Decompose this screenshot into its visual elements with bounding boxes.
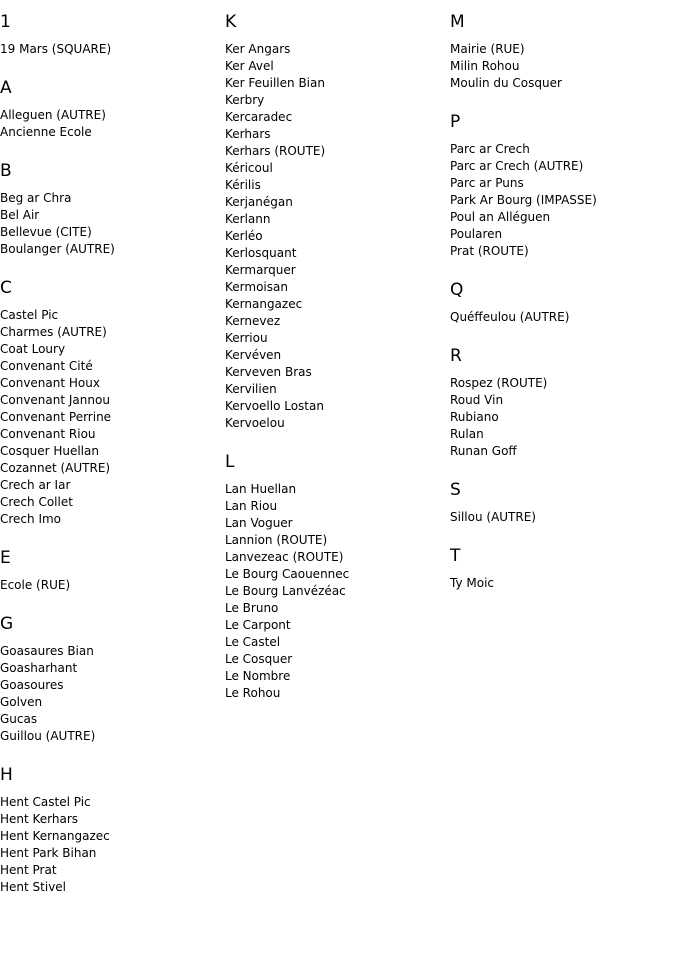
street-link[interactable]: Kervéven bbox=[225, 348, 282, 362]
street-link[interactable]: Park Ar Bourg (IMPASSE) bbox=[450, 193, 597, 207]
street-link[interactable]: Lan Voguer bbox=[225, 516, 293, 530]
street-link[interactable]: 19 Mars (SQUARE) bbox=[0, 42, 112, 56]
letter-group bbox=[450, 11, 670, 92]
street-link[interactable]: Hent Kernangazec bbox=[0, 829, 110, 843]
street-link[interactable]: Le Castel bbox=[225, 635, 281, 649]
street-link[interactable]: Kervoelou bbox=[225, 416, 285, 430]
street-link[interactable]: Alleguen (AUTRE) bbox=[0, 108, 106, 122]
street-link[interactable]: Kerveven Bras bbox=[225, 365, 312, 379]
street-list bbox=[0, 41, 220, 58]
street-link[interactable]: Guillou (AUTRE) bbox=[0, 729, 96, 743]
street-link[interactable]: Goasoures bbox=[0, 678, 64, 692]
street-list bbox=[450, 41, 670, 92]
street-list bbox=[0, 577, 220, 594]
street-link[interactable]: Convenant Houx bbox=[0, 376, 100, 390]
street-link[interactable]: Lan Huellan bbox=[225, 482, 297, 496]
street-link[interactable]: Charmes (AUTRE) bbox=[0, 325, 107, 339]
street-list bbox=[0, 107, 220, 141]
street-link[interactable]: Cosquer Huellan bbox=[0, 444, 99, 458]
street-list bbox=[225, 41, 445, 432]
street-link[interactable]: Kermoisan bbox=[225, 280, 288, 294]
street-link[interactable]: Convenant Cité bbox=[0, 359, 93, 373]
street-link[interactable]: Parc ar Crech bbox=[450, 142, 530, 156]
letter-heading: S bbox=[450, 480, 461, 500]
street-link[interactable]: Rubiano bbox=[450, 410, 499, 424]
street-link[interactable]: Cozannet (AUTRE) bbox=[0, 461, 111, 475]
street-link[interactable]: Quéffeulou (AUTRE) bbox=[450, 310, 570, 324]
letter-heading: C bbox=[0, 278, 12, 298]
street-link[interactable]: Parc ar Puns bbox=[450, 176, 524, 190]
street-link[interactable]: Kéricoul bbox=[225, 161, 273, 175]
letter-heading: P bbox=[450, 112, 461, 132]
street-link[interactable]: Kerlosquant bbox=[225, 246, 297, 260]
letter-heading: B bbox=[0, 161, 12, 181]
street-link[interactable]: Hent Kerhars bbox=[0, 812, 79, 826]
street-link[interactable]: Golven bbox=[0, 695, 43, 709]
street-link[interactable]: Ancienne Ecole bbox=[0, 125, 92, 139]
street-link[interactable]: Convenant Jannou bbox=[0, 393, 110, 407]
street-link[interactable]: Gucas bbox=[0, 712, 38, 726]
street-link[interactable]: Kernevez bbox=[225, 314, 281, 328]
street-link[interactable]: Le Bruno bbox=[225, 601, 279, 615]
letter-group bbox=[0, 77, 220, 141]
letter-heading: L bbox=[225, 452, 235, 472]
letter-heading: 1 bbox=[0, 12, 11, 32]
street-link[interactable]: Castel Pic bbox=[0, 308, 59, 322]
street-link[interactable]: Ker Avel bbox=[225, 59, 274, 73]
letter-group bbox=[0, 277, 220, 528]
street-index-column-2 bbox=[225, 11, 445, 721]
street-link[interactable]: Kérilis bbox=[225, 178, 261, 192]
street-link[interactable]: Bellevue (CITE) bbox=[0, 225, 92, 239]
street-link[interactable]: Ecole (RUE) bbox=[0, 578, 71, 592]
street-link[interactable]: Le Rohou bbox=[225, 686, 281, 700]
letter-group bbox=[225, 11, 445, 432]
street-link[interactable]: Hent Park Bihan bbox=[0, 846, 97, 860]
street-link[interactable]: Ty Moic bbox=[450, 576, 495, 590]
street-link[interactable]: Le Cosquer bbox=[225, 652, 293, 666]
letter-heading: Q bbox=[450, 280, 464, 300]
street-link[interactable]: Milin Rohou bbox=[450, 59, 520, 73]
letter-group bbox=[450, 479, 670, 526]
street-link[interactable]: Ker Feuillen Bian bbox=[225, 76, 325, 90]
street-link[interactable]: Kerbry bbox=[225, 93, 265, 107]
street-link[interactable]: Crech Collet bbox=[0, 495, 73, 509]
letter-group bbox=[450, 345, 670, 460]
letter-heading: G bbox=[0, 614, 14, 634]
street-link[interactable]: Beg ar Chra bbox=[0, 191, 72, 205]
street-index-column-1 bbox=[0, 11, 220, 915]
street-link[interactable]: Kerléo bbox=[225, 229, 263, 243]
street-link[interactable]: Boulanger (AUTRE) bbox=[0, 242, 115, 256]
street-link[interactable]: Hent Prat bbox=[0, 863, 57, 877]
street-link[interactable]: Crech Imo bbox=[0, 512, 62, 526]
street-link[interactable]: Parc ar Crech (AUTRE) bbox=[450, 159, 584, 173]
street-link[interactable]: Lan Riou bbox=[225, 499, 278, 513]
street-link[interactable]: Bel Air bbox=[0, 208, 40, 222]
street-link[interactable]: Kermarquer bbox=[225, 263, 296, 277]
street-link[interactable]: Goasharhant bbox=[0, 661, 78, 675]
street-link[interactable]: Lannion (ROUTE) bbox=[225, 533, 328, 547]
letter-heading: E bbox=[0, 548, 11, 568]
street-link[interactable]: Le Carpont bbox=[225, 618, 291, 632]
street-link[interactable]: Hent Stivel bbox=[0, 880, 67, 894]
street-list bbox=[450, 309, 670, 326]
letter-heading: H bbox=[0, 765, 13, 785]
street-index-column-3 bbox=[450, 11, 670, 611]
letter-heading: M bbox=[450, 12, 465, 32]
letter-heading: K bbox=[225, 12, 237, 32]
street-link[interactable]: Goasaures Bian bbox=[0, 644, 94, 658]
letter-group bbox=[0, 160, 220, 258]
letter-heading: R bbox=[450, 346, 462, 366]
street-link[interactable]: Convenant Riou bbox=[0, 427, 96, 441]
street-link[interactable]: Lanvezeac (ROUTE) bbox=[225, 550, 344, 564]
letter-group bbox=[450, 545, 670, 592]
street-link[interactable]: Kerjanégan bbox=[225, 195, 293, 209]
street-list bbox=[450, 141, 670, 260]
street-link[interactable]: Kervilien bbox=[225, 382, 277, 396]
street-list bbox=[0, 190, 220, 258]
street-link[interactable]: Le Nombre bbox=[225, 669, 291, 683]
letter-group bbox=[225, 451, 445, 702]
street-list bbox=[0, 643, 220, 745]
letter-group bbox=[0, 613, 220, 745]
letter-group bbox=[450, 111, 670, 260]
street-link[interactable]: Le Bourg Caouennec bbox=[225, 567, 350, 581]
street-link[interactable]: Moulin du Cosquer bbox=[450, 76, 562, 90]
street-link[interactable]: Kerriou bbox=[225, 331, 268, 345]
street-link[interactable]: Kercaradec bbox=[225, 110, 293, 124]
letter-group bbox=[0, 547, 220, 594]
street-link[interactable]: Crech ar Iar bbox=[0, 478, 71, 492]
street-link[interactable]: Kerlann bbox=[225, 212, 271, 226]
street-link[interactable]: Ker Angars bbox=[225, 42, 291, 56]
street-link[interactable]: Runan Goff bbox=[450, 444, 517, 458]
street-link[interactable]: Sillou (AUTRE) bbox=[450, 510, 536, 524]
street-link[interactable]: Kerhars bbox=[225, 127, 271, 141]
street-link[interactable]: Coat Loury bbox=[0, 342, 66, 356]
street-link[interactable]: Prat (ROUTE) bbox=[450, 244, 529, 258]
letter-group bbox=[0, 764, 220, 896]
street-link[interactable]: Rulan bbox=[450, 427, 484, 441]
street-list bbox=[450, 509, 670, 526]
street-list bbox=[225, 481, 445, 702]
letter-heading: T bbox=[450, 546, 461, 566]
street-list bbox=[0, 307, 220, 528]
street-link[interactable]: Convenant Perrine bbox=[0, 410, 112, 424]
street-link[interactable]: Poularen bbox=[450, 227, 503, 241]
street-list bbox=[0, 794, 220, 896]
street-link[interactable]: Poul an Alléguen bbox=[450, 210, 551, 224]
street-list bbox=[450, 375, 670, 460]
street-link[interactable]: Kervoello Lostan bbox=[225, 399, 324, 413]
letter-group bbox=[0, 11, 220, 58]
street-link[interactable]: Roud Vin bbox=[450, 393, 504, 407]
letter-heading: A bbox=[0, 78, 12, 98]
street-list bbox=[450, 575, 670, 592]
street-link[interactable]: Hent Castel Pic bbox=[0, 795, 91, 809]
street-link[interactable]: Mairie (RUE) bbox=[450, 42, 525, 56]
letter-group bbox=[450, 279, 670, 326]
street-link[interactable]: Le Bourg Lanvézéac bbox=[225, 584, 346, 598]
street-link[interactable]: Rospez (ROUTE) bbox=[450, 376, 548, 390]
street-link[interactable]: Kerhars (ROUTE) bbox=[225, 144, 326, 158]
street-link[interactable]: Kernangazec bbox=[225, 297, 303, 311]
